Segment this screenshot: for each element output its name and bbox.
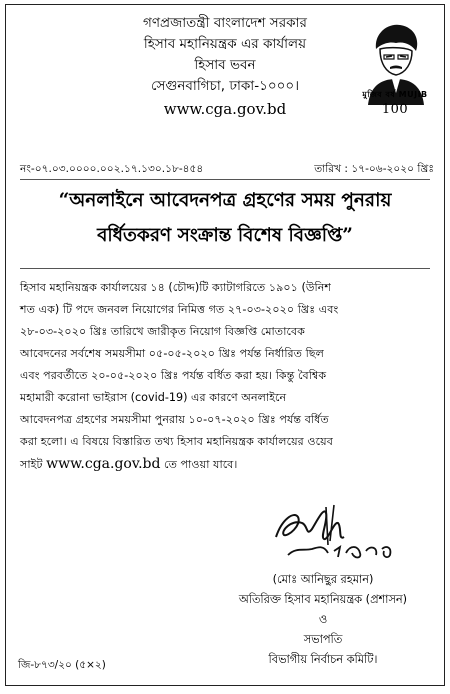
top-divider	[20, 179, 430, 180]
signatory-name: (মোঃ আনিছুর রহমান)	[272, 573, 374, 586]
body-site-prefix: সাইট	[20, 458, 43, 471]
signatory-designation: অতিরিক্ত হিসাব মহানিয়ন্ত্রক (প্রশাসন)	[238, 593, 408, 606]
body-line: করা হলো। এ বিষয়ে বিস্তারিত তথ্য হিসাব মহানিয়ন্ত্রক কার্যালয়ের ওয়েব	[20, 435, 333, 448]
title-line-1: “অনলাইনে আবেদনপত্র গ্রহণের সময় পুনরায়	[58, 190, 392, 211]
reference-line	[20, 162, 434, 179]
signatory-committee: বিভাগীয় নির্বাচন কমিটি।	[268, 653, 378, 666]
header-government: গণপ্রজাতন্ত্রী বাংলাদেশ সরকার	[143, 15, 307, 31]
title-line-2: বর্ধিতকরণ সংক্রান্ত বিশেষ বিজ্ঞপ্তি”	[97, 225, 353, 246]
title-divider	[20, 268, 430, 269]
body-line-last	[20, 453, 430, 476]
header-office: হিসাব মহানিয়ন্ত্রক এর কার্যালয়	[143, 36, 307, 52]
header-building: হিসাব ভবন	[194, 57, 256, 73]
mujib-borsho-logo	[354, 89, 436, 117]
header-address: সেগুনবাগিচা, ঢাকা-১০০০।	[150, 78, 300, 94]
notice-page	[5, 4, 445, 686]
memo-date: তারিখ : ১৭-০৬-২০২০ খ্রিঃ	[314, 163, 434, 175]
notice-body	[20, 277, 430, 476]
header-website: www.cga.gov.bd	[163, 100, 287, 118]
logo-text-bn: মুজিব বর্ষ	[362, 90, 396, 99]
body-site-suffix: তে পাওয়া যাবে।	[164, 458, 238, 471]
body-line: আবেদনের সর্বশেষ সময়সীমা ০৫-০৫-২০২০ খ্রিঃ পর্যন্ত নির্ধারিত ছিল	[20, 347, 324, 360]
body-line: আবেদনপত্র গ্রহণের সময়সীমা পুনরায় ১০-০৭-২০২০ খ্রিঃ পর্যন্ত বর্ধিত	[20, 413, 329, 426]
signature-icon	[268, 497, 418, 567]
body-line: শত এক) টি পদে জনবল নিয়োগের নিমিত্ত গত ২৭-০৩-২০২০ খ্রিঃ এবং	[20, 303, 339, 316]
logo-text-num: 100	[381, 102, 409, 117]
memo-number: নং-০৭.০৩.০০০০.০০২.১৭.১৩০.১৮-৪৫৪	[20, 163, 204, 175]
body-line: ২৮-০৩-২০২০ খ্রিঃ তারিখে জারীকৃত নিয়োগ বিজ্ঞপ্তি মোতাবেক	[20, 325, 305, 338]
body-website-link[interactable]: www.cga.gov.bd	[46, 456, 161, 472]
ad-reference-code: জি-৮৭৩/২০ (৫×২)	[18, 659, 106, 671]
body-line: এবং পরবর্তীতে ২০-০৫-২০২০ খ্রিঃ পর্যন্ত বর্ধিত করা হয়। কিন্তু বৈশ্বিক	[20, 369, 327, 382]
signatory-role: সভাপতি	[303, 633, 343, 646]
body-line: হিসাব মহানিয়ন্ত্রক কার্যালয়ের ১৪ (চৌদ্দ)টি ক্যাটাগরিতে ১৯০১ (উনিশ	[20, 281, 332, 294]
notice-title	[6, 183, 444, 253]
logo-text-en: MUJIB	[398, 90, 428, 99]
signatory-conjunction: ও	[318, 613, 328, 626]
body-line: মহামারী করোনা ভাইরাস (covid-19) এর কারণে অনলাইনে	[20, 391, 287, 404]
